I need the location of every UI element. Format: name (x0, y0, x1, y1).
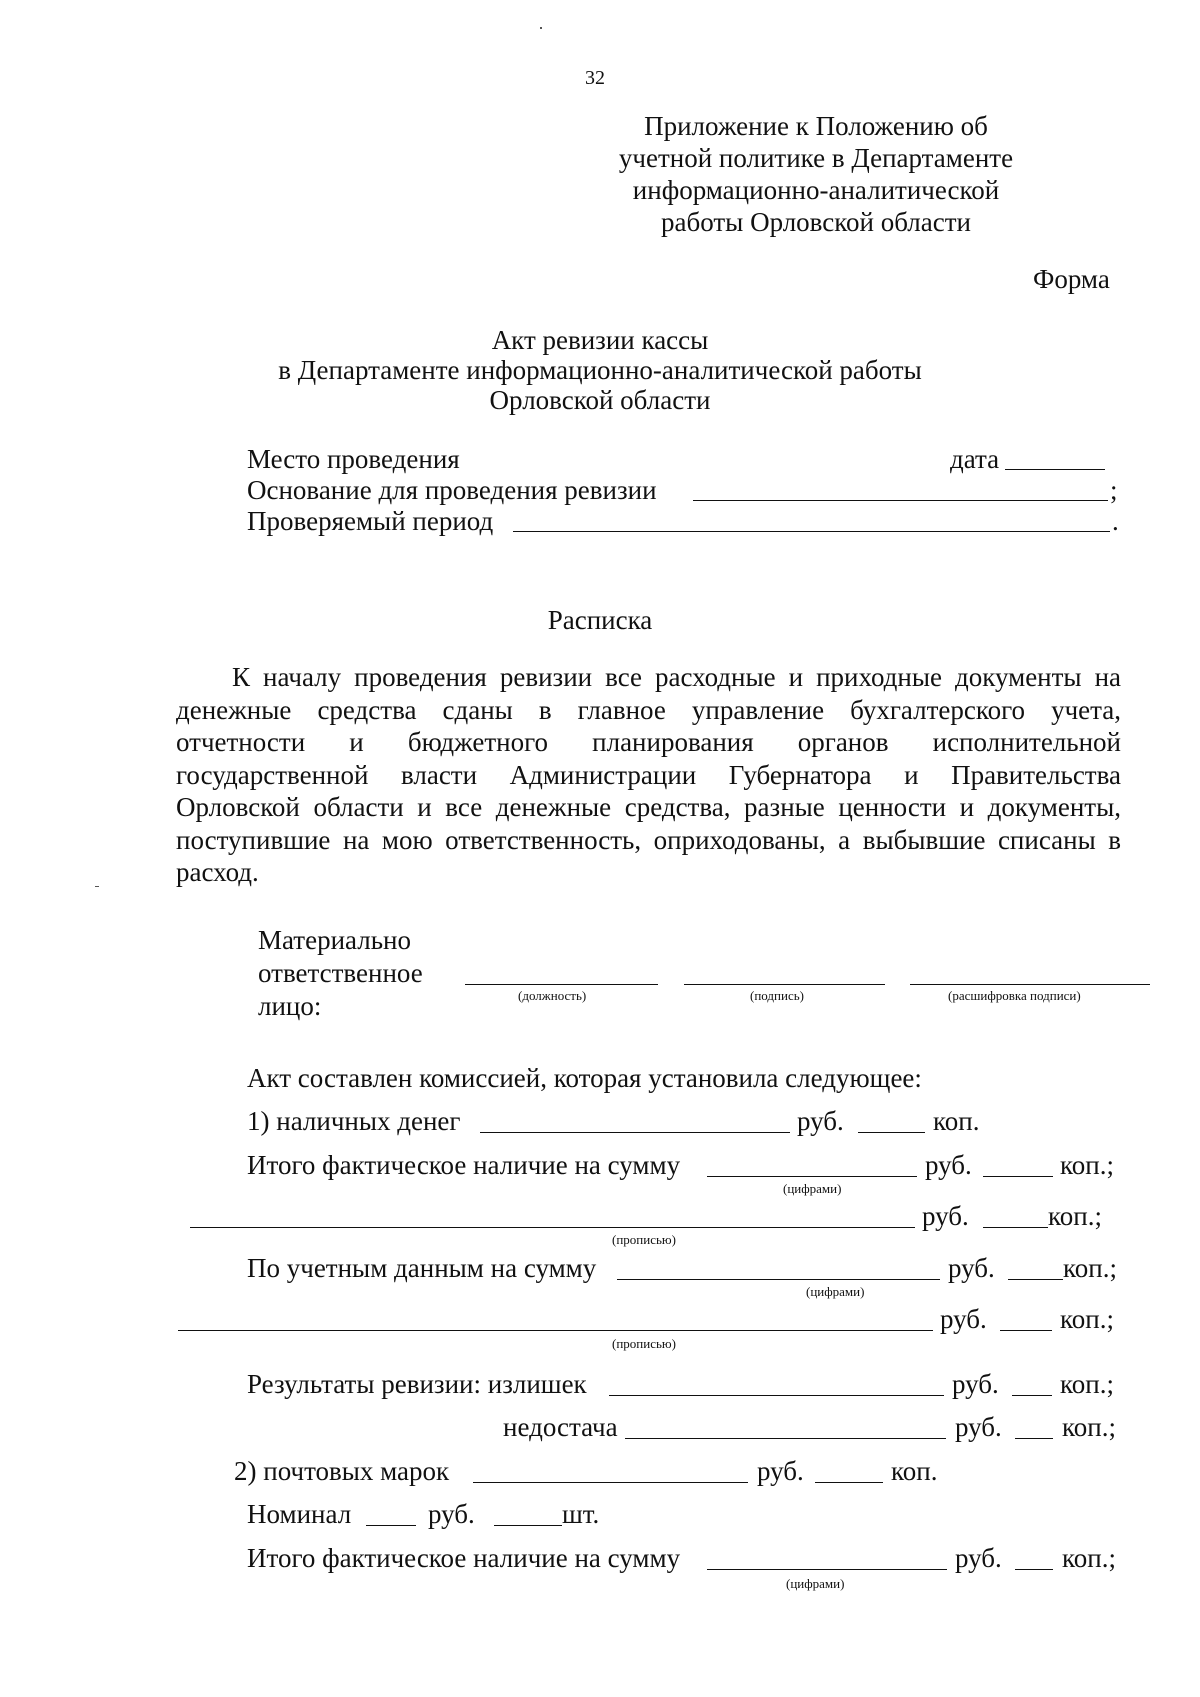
period-dot: . (1112, 506, 1119, 536)
rub-label: руб. (948, 1253, 995, 1283)
kop-label: коп.; (1060, 1150, 1114, 1180)
nominal-pcs-field[interactable] (494, 1525, 562, 1526)
position-field[interactable] (465, 984, 658, 985)
accounting-sum-words-kop-field[interactable] (1000, 1330, 1052, 1331)
appendix-line: Приложение к Положению об (644, 111, 988, 141)
appendix-line: работы Орловской области (661, 207, 971, 237)
rub-label: руб. (428, 1499, 475, 1529)
basis-label: Основание для проведения ревизии (247, 475, 657, 505)
kop-label: коп.; (1063, 1253, 1117, 1283)
appendix-line: информационно-аналитической (632, 175, 1000, 205)
place-label: Место проведения (247, 444, 460, 474)
accounting-sum-label: По учетным данным на сумму (247, 1253, 597, 1283)
stamps-actual-sum-label: Итого фактическое наличие на сумму (247, 1543, 681, 1573)
actual-sum-kop-field[interactable] (983, 1176, 1053, 1177)
rub-label: руб. (925, 1150, 972, 1180)
stamps-actual-kop-field[interactable] (1015, 1569, 1053, 1570)
cash-rub-field[interactable] (480, 1132, 790, 1133)
accounting-sum-digits-field[interactable] (617, 1279, 940, 1280)
rub-label: руб. (952, 1369, 999, 1399)
caption-signature: (подпись) (750, 988, 804, 1003)
results-label: Результаты ревизии: излишек (247, 1369, 587, 1399)
title-line: Акт ревизии кассы (491, 325, 709, 355)
responsible-label: лицо: (258, 991, 322, 1021)
basis-semicolon: ; (1110, 475, 1118, 505)
kop-label: коп. (891, 1456, 938, 1486)
responsible-label: Материально (258, 925, 411, 955)
basis-field[interactable] (693, 500, 1108, 501)
actual-sum-label: Итого фактическое наличие на сумму (247, 1150, 681, 1180)
cash-label: 1) наличных денег (247, 1106, 461, 1136)
responsible-label: ответственное (258, 958, 423, 988)
shortage-field[interactable] (625, 1438, 946, 1439)
commission-text: Акт составлен комиссией, которая установила следующее: (247, 1063, 922, 1093)
actual-sum-words-field[interactable] (190, 1227, 915, 1228)
stamps-rub-field[interactable] (473, 1482, 748, 1483)
kop-label: коп.; (1060, 1304, 1114, 1334)
kop-label: коп. (933, 1106, 980, 1136)
period-field[interactable] (513, 531, 1110, 532)
period-label: Проверяемый период (247, 506, 494, 536)
signature-decode-field[interactable] (910, 984, 1150, 985)
accounting-sum-kop-field[interactable] (1008, 1279, 1063, 1280)
title-line: в Департаменте информационно-аналитической работы (278, 355, 922, 385)
title-line: Орловской области (489, 385, 711, 415)
caption-decode: (расшифровка подписи) (948, 988, 1081, 1003)
appendix-line: учетной политике в Департаменте (618, 143, 1014, 173)
shortage-label: недостача (503, 1412, 618, 1442)
shortage-kop-field[interactable] (1015, 1438, 1053, 1439)
date-field[interactable] (1005, 469, 1105, 470)
caption-digits: (цифрами) (783, 1181, 842, 1196)
form-label: Форма (1033, 264, 1110, 294)
stamps-label: 2) почтовых марок (234, 1456, 450, 1486)
date-label: дата (950, 444, 1000, 474)
actual-sum-words-kop-field[interactable] (983, 1227, 1048, 1228)
scan-speck (540, 27, 542, 29)
kop-label: коп.; (1062, 1412, 1116, 1442)
caption-words: (прописью) (612, 1232, 676, 1247)
rub-label: руб. (757, 1456, 804, 1486)
nominal-rub-field[interactable] (366, 1525, 416, 1526)
caption-words: (прописью) (612, 1336, 676, 1351)
stamps-kop-field[interactable] (815, 1482, 883, 1483)
surplus-field[interactable] (609, 1395, 944, 1396)
rub-label: руб. (940, 1304, 987, 1334)
actual-sum-digits-field[interactable] (707, 1176, 917, 1177)
nominal-label: Номинал (247, 1499, 352, 1529)
kop-label: коп.; (1048, 1201, 1102, 1231)
rub-label: руб. (797, 1106, 844, 1136)
receipt-title: Расписка (547, 605, 653, 635)
caption-position: (должность) (518, 988, 587, 1003)
pcs-label: шт. (562, 1499, 600, 1529)
scan-speck (95, 886, 99, 887)
caption-digits: (цифрами) (806, 1284, 865, 1299)
cash-kop-field[interactable] (858, 1132, 925, 1133)
rub-label: руб. (955, 1543, 1002, 1573)
kop-label: коп.; (1062, 1543, 1116, 1573)
page-number: 32 (585, 67, 605, 89)
rub-label: руб. (955, 1412, 1002, 1442)
rub-label: руб. (922, 1201, 969, 1231)
accounting-sum-words-field[interactable] (178, 1330, 933, 1331)
signature-field[interactable] (684, 984, 885, 985)
surplus-kop-field[interactable] (1012, 1395, 1052, 1396)
stamps-actual-digits-field[interactable] (707, 1569, 947, 1570)
kop-label: коп.; (1060, 1369, 1114, 1399)
receipt-text: К началу проведения ревизии все расходные и приходные документы на денежные средства сданы в главное управление бухгалтерского учета, отчетности и бюджетного планирования органов исполнительной государственной власти Администрации Губернатора и Правительства Орловской области и все денежные средства, разные ценности и документы, поступившие на мою ответственность, оприходованы, а выбывшие списаны в расход. (176, 662, 1121, 887)
appendix-block (600, 110, 1032, 238)
caption-digits: (цифрами) (786, 1576, 845, 1591)
